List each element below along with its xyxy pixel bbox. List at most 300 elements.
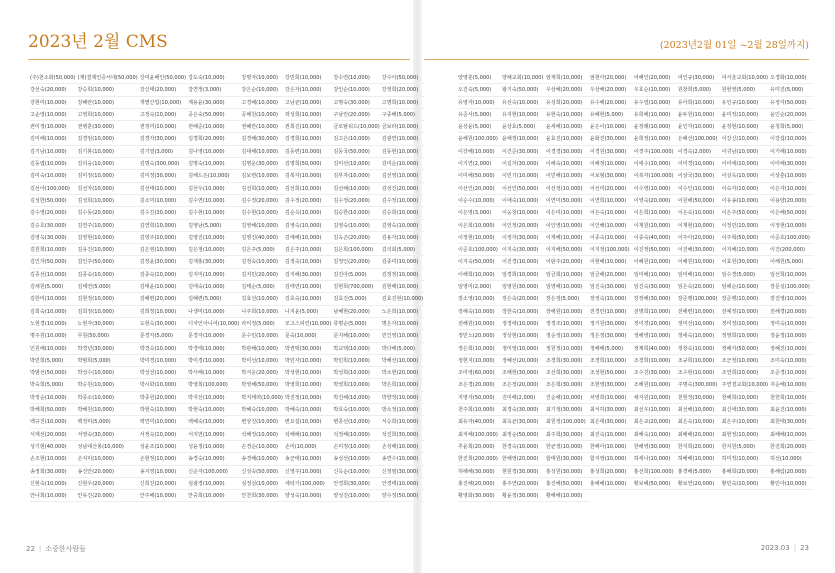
donor-entry: 김해드든(10,000) — [188, 170, 241, 182]
donor-entry: 박종원(20,000) — [140, 392, 188, 404]
donor-entry: 도현숙(30,000) — [140, 318, 188, 330]
donor-entry: 노현자(30,000) — [77, 318, 139, 330]
donor-entry: 김승호(30,000) — [30, 220, 77, 232]
donor-entry: 명주원(10,000) — [30, 330, 77, 342]
donor-entry: (주)천소화(50,000) — [30, 72, 77, 84]
title-divider-left — [28, 59, 410, 60]
donor-entry: 윤정현(10,000) — [722, 121, 770, 133]
donor-entry: 우상해(20,000) — [546, 84, 590, 96]
donor-entry: 손경순(10,000) — [241, 441, 284, 453]
donor-entry: 정현지(10,000) — [458, 355, 502, 367]
donor-entry: 이진정(50,000) — [634, 244, 678, 256]
donor-entry: 이순수(10,000) — [458, 195, 502, 207]
donor-entry: 강명자(10,000) — [241, 72, 284, 84]
donor-entry: 강정희(20,000) — [382, 84, 425, 96]
donor-entry: 라미정(5,000) — [241, 318, 284, 330]
right-page-number: 23 — [800, 544, 809, 552]
donor-entry: 김명숙(10,000) — [188, 158, 241, 170]
donor-entry: 정경조(10,000) — [546, 318, 590, 330]
donor-entry: 전예정(10,000) — [722, 306, 770, 318]
donor-entry: 이연미(50,000) — [546, 195, 590, 207]
donor-entry: 석해정(10,000) — [241, 429, 284, 441]
donor-entry: 금로탈워드(10,000) — [333, 121, 381, 133]
donor-entry: 심광경(10,000) — [188, 478, 241, 490]
donor-entry: 김종미(10,000) — [382, 256, 425, 268]
donor-entry: 이해원(5,000) — [770, 256, 814, 268]
donor-entry: 허세나(10,000) — [634, 453, 678, 465]
donor-entry: 신현숙(10,000) — [30, 478, 77, 490]
donor-entry: 양성진(10,000) — [333, 490, 381, 502]
donor-entry: 이강해(10,000) — [458, 146, 502, 158]
donor-entry: 김영해(10,000) — [241, 220, 284, 232]
donor-entry: 김리웅(10,000) — [77, 158, 139, 170]
donor-entry: 허미정(10,000) — [722, 453, 770, 465]
donor-entry: 김종숙(10,000) — [140, 269, 188, 281]
donor-entry: 김영숙(10,000) — [382, 220, 425, 232]
donor-entry: 이선정(10,000) — [546, 183, 590, 195]
footer-right: 2023.03 | 23 — [760, 544, 809, 552]
donor-entry: 강수연(10,000) — [333, 72, 381, 84]
donor-entry: 조규희(10,000) — [678, 355, 722, 367]
donor-entry: 박해선(10,000) — [382, 355, 425, 367]
donor-entry: 김영현(10,000) — [77, 232, 139, 244]
donor-entry: 김영옥(30,000) — [30, 232, 77, 244]
donor-entry: 김영숙(10,000) — [285, 220, 333, 232]
donor-entry: 김은주(10,000) — [285, 244, 333, 256]
donor-entry: 김은주(5,000) — [241, 244, 284, 256]
donor-entry: 이웅창(10,000) — [502, 207, 546, 219]
donor-entry: 김대해(10,000) — [241, 146, 284, 158]
donor-entry: 이민기(10,000) — [502, 170, 546, 182]
donor-entry: 김태숙(10,000) — [188, 281, 241, 293]
donor-entry: 박은희(10,000) — [382, 379, 425, 391]
donor-entry: 구남린(20,000) — [333, 109, 381, 121]
donor-entry: 이지해(10,000) — [722, 244, 770, 256]
donor-entry: 양영훈(5,000) — [458, 72, 502, 84]
donor-entry: 안경태(10,000) — [382, 478, 425, 490]
donor-entry: 서지연(10,000) — [188, 429, 241, 441]
donor-entry: 채지원(10,000) — [634, 392, 678, 404]
donor-entry: 김수현(10,000) — [241, 207, 284, 219]
donor-entry: 이경숙(2,000) — [678, 146, 722, 158]
donor-entry: 이정자(30,000) — [502, 232, 546, 244]
donor-entry: 장해원(10,000) — [546, 306, 590, 318]
donor-entry: 유미진(5,000) — [770, 84, 814, 96]
donor-entry: 신옥순(10,000) — [333, 466, 381, 478]
donor-entry: 공은숙(50,000) — [188, 109, 241, 121]
donor-entry: 이미해(50,000) — [458, 170, 502, 182]
donor-entry: 박정순(10,000) — [30, 392, 77, 404]
donor-entry: 고순영(10,000) — [30, 109, 77, 121]
donor-entry: 유수해(20,000) — [590, 97, 634, 109]
donor-entry: 정해영(10,000) — [634, 330, 678, 342]
donor-entry: 신성숙(50,000) — [241, 466, 284, 478]
donor-entry: 이은영(3,000) — [458, 207, 502, 219]
donor-entry: 함지영(10,000) — [590, 453, 634, 465]
donor-entry: 강은자(10,000) — [285, 84, 333, 96]
donor-entry: 박진해(10,000) — [333, 392, 381, 404]
donor-entry: 이인정(20,000) — [502, 220, 546, 232]
donor-entry: 오진숙(5,000) — [458, 84, 502, 96]
donor-entry: 문경자(10,000) — [188, 330, 241, 342]
donor-entry: 여서울교회(10,000) — [722, 72, 770, 84]
donor-entry: 조수현(10,000) — [678, 367, 722, 379]
donor-entry: 박성선(10,000) — [140, 367, 188, 379]
donor-entry: 김성희(10,000) — [77, 195, 139, 207]
donor-entry: 은혜선(100,000) — [678, 133, 722, 145]
donor-entry: 한진희(20,000) — [770, 441, 814, 453]
donor-entry: 김선영(10,000) — [382, 170, 425, 182]
donor-entry: 김명희(50,000) — [285, 158, 333, 170]
donor-entry: 김선우(10,000) — [188, 183, 241, 195]
donor-entry: 김연희(10,000) — [140, 220, 188, 232]
donor-entry: 양수정(50,000) — [382, 490, 425, 502]
donor-entry: 엄재희(10,000) — [546, 72, 590, 84]
donor-entry: 이은미(10,000) — [546, 207, 590, 219]
donor-entry: 최정순(50,000) — [502, 429, 546, 441]
donor-entry: 김지민(20,000) — [241, 269, 284, 281]
donor-entry: 박영희(10,000) — [333, 379, 381, 391]
donor-entry: 변요섭(10,000) — [285, 416, 333, 428]
donor-entry: 류명순(5,000) — [333, 318, 381, 330]
donor-entry: 박현숙(10,000) — [188, 404, 241, 416]
donor-entry: 김경희(20,000) — [188, 133, 241, 145]
donor-entry: 나생미(10,000) — [188, 306, 241, 318]
donor-entry: 김종숙(10,000) — [77, 269, 139, 281]
donor-entry: 전경란(10,000) — [590, 306, 634, 318]
donor-entry: 김명운(30,000) — [241, 158, 284, 170]
donor-entry: 윤정례(10,000) — [634, 121, 678, 133]
donor-entry: 김희정(10,000) — [77, 306, 139, 318]
donor-entry: 홍성희(20,000) — [590, 466, 634, 478]
donor-entry: 한지원(5,000) — [722, 441, 770, 453]
donor-entry: 안경희(30,000) — [333, 478, 381, 490]
donor-entry: 노현경(10,000) — [30, 318, 77, 330]
donor-entry: 유정자(50,000) — [770, 97, 814, 109]
donor-entry: 강수아(50,000) — [382, 72, 425, 84]
donor-entry: 문숙(10,000) — [285, 330, 333, 342]
donor-entry: 이복자(100,000) — [634, 170, 678, 182]
donor-entry: 이선미(20,000) — [590, 183, 634, 195]
donor-entry: 이재원(10,000) — [634, 220, 678, 232]
donor-entry: 임해순(10,000) — [722, 281, 770, 293]
donor-entry: 추윤희(20,000) — [458, 441, 502, 453]
donor-entry: 구종해(5,000) — [382, 109, 425, 121]
donor-entry: 금보라(10,000) — [382, 121, 425, 133]
donor-entry: 최지해(100,000) — [458, 429, 502, 441]
donor-entry: 홍해희(20,000) — [722, 466, 770, 478]
donor-entry: 고명숙(30,000) — [333, 97, 381, 109]
donor-entry: 김수정(20,000) — [241, 195, 284, 207]
donor-entry: 김나영(10,000) — [188, 146, 241, 158]
donor-entry: 최선해(10,000) — [678, 404, 722, 416]
donor-entry: 조연희(20,000) — [722, 367, 770, 379]
donor-entry: 윤두원(10,000) — [678, 109, 722, 121]
donor-entry: 정원정(10,000) — [546, 343, 590, 355]
donor-entry: 전해련(10,000) — [678, 306, 722, 318]
donor-entry: 김고은(10,000) — [333, 133, 381, 145]
donor-entry: 개별산업(10,000) — [140, 97, 188, 109]
donor-entry: 계용윤(30,000) — [188, 97, 241, 109]
donor-list-right — [458, 72, 814, 502]
donor-entry: 김경해(30,000) — [241, 133, 284, 145]
donor-entry: 최은교(20,000) — [634, 416, 678, 428]
donor-entry: 한경숙(10,000) — [502, 441, 546, 453]
donor-entry: 백정미(5,000) — [77, 416, 139, 428]
donor-entry: 최원태(30,000) — [770, 416, 814, 428]
donor-entry: 허선(10,000) — [770, 453, 814, 465]
donor-entry: 이정현(10,000) — [458, 232, 502, 244]
donor-entry: 손미(10,000) — [285, 441, 333, 453]
donor-entry: 신현우(20,000) — [77, 478, 139, 490]
donor-entry: 강은순(10,000) — [241, 84, 284, 96]
donor-entry: 박성희(10,000) — [333, 367, 381, 379]
donor-entry: 임영해(10,000) — [546, 281, 590, 293]
donor-entry: 성남대산봉(10,000) — [77, 441, 139, 453]
donor-entry: 홍해림(20,000) — [770, 466, 814, 478]
donor-entry: 황민숙(10,000) — [722, 478, 770, 490]
donor-entry: 김승희(10,000) — [382, 207, 425, 219]
donor-entry: 이귀남(10,000) — [722, 146, 770, 158]
donor-entry: 진미해(2,000) — [502, 392, 546, 404]
donor-entry: 박경숙(10,000) — [140, 343, 188, 355]
donor-entry: 백연미(10,000) — [140, 416, 188, 428]
donor-entry: 김현정(10,000) — [77, 293, 139, 305]
donor-entry: 이상옥(10,000) — [722, 170, 770, 182]
donor-entry: 김미순(10,000) — [382, 158, 425, 170]
title-divider-right — [424, 59, 809, 60]
donor-entry: 박경태(10,000) — [188, 343, 241, 355]
donor-entry: 서영숙(30,000) — [77, 429, 139, 441]
donor-entry: 이주혁(50,000) — [722, 232, 770, 244]
donor-entry: 박영희(10,000) — [285, 379, 333, 391]
donor-entry: 천헌희(10,000) — [770, 392, 814, 404]
donor-entry: 송경숙(10,000) — [188, 453, 241, 465]
donor-entry: 이준호(100,000) — [770, 232, 814, 244]
donor-entry: 유준서(5,000) — [458, 109, 502, 121]
donor-entry: 이은희(10,000) — [634, 207, 678, 219]
donor-entry: 조해원(10,000) — [634, 379, 678, 391]
donor-entry: 박범희(5,000) — [77, 355, 139, 367]
donor-entry: 양성숙(10,000) — [285, 490, 333, 502]
donor-entry: 김혜련(5,000) — [188, 293, 241, 305]
donor-entry: 이경경(30,000) — [546, 146, 590, 158]
donor-entry: 김동련(10,000) — [285, 146, 333, 158]
donor-entry: 홍경해(5,000) — [678, 466, 722, 478]
donor-entry: 박서운(20,000) — [241, 367, 284, 379]
donor-entry: 석해해(10,000) — [285, 429, 333, 441]
donor-entry: 최옥균(30,000) — [502, 416, 546, 428]
donor-entry: 장소영(10,000) — [458, 293, 502, 305]
donor-entry: 박소현(20,000) — [382, 367, 425, 379]
donor-entry: 고영희(10,000) — [77, 109, 139, 121]
donor-entry: 김유진(10,000) — [77, 244, 139, 256]
donor-entry: 심정실(10,000) — [241, 478, 284, 490]
donor-entry: 김성진(20,000) — [382, 183, 425, 195]
donor-entry: 정영희(10,000) — [722, 330, 770, 342]
donor-entry: 이지해(50,000) — [546, 244, 590, 256]
donor-entry: 박향정(10,000) — [382, 392, 425, 404]
donor-entry: 박지태려(10,000) — [241, 392, 284, 404]
donor-entry: 현원경(30,000) — [502, 466, 546, 478]
donor-entry: 허해해(30,000) — [458, 466, 502, 478]
donor-entry: 이미애(10,000) — [722, 158, 770, 170]
donor-entry: 이강신(10,000) — [722, 133, 770, 145]
donor-entry: 김경임(10,000) — [77, 133, 139, 145]
donor-entry: 박해원(10,000) — [77, 404, 139, 416]
donor-entry: 조선희(30,000) — [546, 367, 590, 379]
donor-entry: 김부자(10,000) — [333, 170, 381, 182]
donor-entry: 명은자(10,000) — [382, 318, 425, 330]
donor-entry: 세탁기(100,000) — [285, 478, 333, 490]
donor-entry: 이해희(10,000) — [458, 269, 502, 281]
donor-entry: 박서해(10,000) — [188, 367, 241, 379]
donor-entry: 박범선(50,000) — [30, 367, 77, 379]
donor-entry: 김승한(10,000) — [333, 207, 381, 219]
donor-entry: 장준행(10,000) — [722, 293, 770, 305]
donor-entry: 고정숙(10,000) — [140, 109, 188, 121]
donor-entry: 김동국(50,000) — [333, 146, 381, 158]
donor-entry: 박효숙(10,000) — [333, 404, 381, 416]
donor-entry: 박승원(10,000) — [77, 379, 139, 391]
donor-entry: 정애숙(10,000) — [678, 330, 722, 342]
donor-entry: 차영희(10,000) — [590, 392, 634, 404]
donor-entry: 강승희(10,000) — [77, 84, 139, 96]
donor-entry: 김태순(5,000) — [241, 281, 284, 293]
donor-entry: 고남균(10,000) — [285, 97, 333, 109]
donor-entry: 김선해(10,000) — [333, 183, 381, 195]
donor-entry: 정미숙(10,000) — [770, 318, 814, 330]
donor-entry: 김영진(40,000) — [241, 232, 284, 244]
donor-entry: 황보연(20,000) — [678, 478, 722, 490]
donor-entry: 김수정(10,000) — [382, 195, 425, 207]
donor-entry: 천주희(10,000) — [458, 404, 502, 416]
donor-entry: 손지미(10,000) — [77, 453, 139, 465]
donor-entry: 손성해(10,000) — [382, 441, 425, 453]
donor-entry: 최기정(30,000) — [546, 404, 590, 416]
donor-entry: 강선숙(20,000) — [30, 84, 77, 96]
donor-entry: 유희해(10,000) — [634, 109, 678, 121]
donor-entry: 최해숙(10,000) — [634, 429, 678, 441]
donor-entry: 유선숙(10,000) — [502, 97, 546, 109]
donor-entry: 곽성희(10,000) — [285, 109, 333, 121]
donor-entry: 장문실(100,000) — [770, 281, 814, 293]
donor-entry: 김은영(10,000) — [140, 244, 188, 256]
donor-entry: 임선희(10,000) — [770, 269, 814, 281]
donor-entry: 황영화(30,000) — [458, 490, 502, 502]
donor-entry: 이인영(10,000) — [546, 220, 590, 232]
donor-entry: 이숙자(10,000) — [722, 183, 770, 195]
donor-entry: 이진(200,000) — [770, 244, 814, 256]
donor-entry: 서재선(20,000) — [30, 429, 77, 441]
donor-entry: 김미정(30,000) — [140, 170, 188, 182]
donor-entry: 유지현(10,000) — [502, 109, 546, 121]
donor-entry: 박교택(10,000) — [333, 343, 381, 355]
donor-entry: 정미영(10,000) — [502, 343, 546, 355]
donor-entry: 신희진(20,000) — [140, 478, 188, 490]
donor-entry: 정은정(30,000) — [590, 330, 634, 342]
donor-entry: 최서하(30,000) — [590, 404, 634, 416]
donor-entry: 김경희(10,000) — [285, 133, 333, 145]
donor-entry: 이길자(30,000) — [502, 158, 546, 170]
donor-entry: 윤상효(5,000) — [502, 121, 546, 133]
donor-entry: 문경자(5,000) — [140, 330, 188, 342]
footer-left: 22 | 소중한사람들 — [26, 545, 86, 553]
donor-entry: 한지희(20,000) — [678, 441, 722, 453]
donor-entry: 이상국(30,000) — [678, 170, 722, 182]
donor-entry: 정경애(10,000) — [502, 318, 546, 330]
donor-entry: 김기남(10,000) — [30, 146, 77, 158]
donor-entry: 조수진(30,000) — [634, 367, 678, 379]
donor-entry: 조경희(10,000) — [590, 355, 634, 367]
donor-entry: 이진해(30,000) — [678, 244, 722, 256]
donor-entry: 홍진해(50,000) — [546, 478, 590, 490]
donor-entry: 박미선(10,000) — [241, 355, 284, 367]
donor-entry: 진순해(10,000) — [546, 392, 590, 404]
donor-entry: 유영자(10,000) — [458, 97, 502, 109]
donor-entry: 김광연(10,000) — [382, 133, 425, 145]
donor-entry: 허해해(10,000) — [678, 453, 722, 465]
donor-entry: 엄현아(20,000) — [590, 72, 634, 84]
donor-entry: 김태연(10,000) — [285, 281, 333, 293]
donor-entry: 김미숙(10,000) — [30, 170, 77, 182]
donor-entry: 최원정(100,000) — [546, 416, 590, 428]
donor-entry: 김희정(10,000) — [140, 306, 188, 318]
donor-entry: 홍주연(20,000) — [502, 478, 546, 490]
donor-entry: 임미해(10,000) — [634, 269, 678, 281]
donor-entry: 이지숙(30,000) — [502, 244, 546, 256]
donor-entry: 강민희(10,000) — [285, 72, 333, 84]
donor-entry: 주명숙(300,000) — [678, 379, 722, 391]
donor-entry: 윤미정(10,000) — [722, 109, 770, 121]
donor-entry: 강혜란(10,000) — [77, 97, 139, 109]
donor-entry: 홍해해(10,000) — [590, 478, 634, 490]
donor-entry: 김수정(20,000) — [285, 195, 333, 207]
donor-entry: 황보혜(50,000) — [634, 478, 678, 490]
donor-entry: 이종숙(40,000) — [634, 232, 678, 244]
donor-entry: 이은희(10,000) — [458, 220, 502, 232]
donor-entry: 정미경(20,000) — [634, 318, 678, 330]
donor-entry: 김효진현(10,000) — [382, 293, 425, 305]
donor-entry: 이원해(50,000) — [678, 195, 722, 207]
donor-entry: 최은숙(10,000) — [678, 416, 722, 428]
donor-entry: 박민희(10,000) — [333, 355, 381, 367]
donor-entry: 최윤진(10,000) — [770, 404, 814, 416]
donor-entry: 나지윤(5,000) — [285, 306, 333, 318]
donor-entry: 윤해원(100,000) — [458, 133, 502, 145]
donor-entry: 최해해(20,000) — [678, 429, 722, 441]
donor-entry: 권미정(10,000) — [30, 121, 77, 133]
donor-entry: 임영미(2,000) — [458, 281, 502, 293]
donor-entry: 김지혜(30,000) — [285, 269, 333, 281]
donor-entry: 윤은이(10,000) — [590, 121, 634, 133]
donor-entry: 김정숙(10,000) — [285, 256, 333, 268]
donor-entry: 박성현(10,000) — [285, 367, 333, 379]
donor-entry: 최주희(30,000) — [546, 429, 590, 441]
donor-entry: 김효진(5,000) — [333, 293, 381, 305]
donor-entry: 박숙희(5,000) — [30, 379, 77, 391]
donor-entry: 한진희(200,000) — [458, 453, 502, 465]
page-title: 2023년 2월 CMS — [28, 32, 168, 52]
donor-entry: 송성선(10,000) — [333, 453, 381, 465]
donor-entry: 김의회(5,000) — [382, 244, 425, 256]
donor-entry: 백규진(10,000) — [30, 416, 77, 428]
donor-entry: 이해정(10,000) — [590, 158, 634, 170]
donor-entry: 서정숙(10,000) — [140, 429, 188, 441]
donor-entry: 박미경(10,000) — [188, 355, 241, 367]
donor-entry: 박진정(10,000) — [285, 392, 333, 404]
donor-entry: 권희진(10,000) — [285, 121, 333, 133]
